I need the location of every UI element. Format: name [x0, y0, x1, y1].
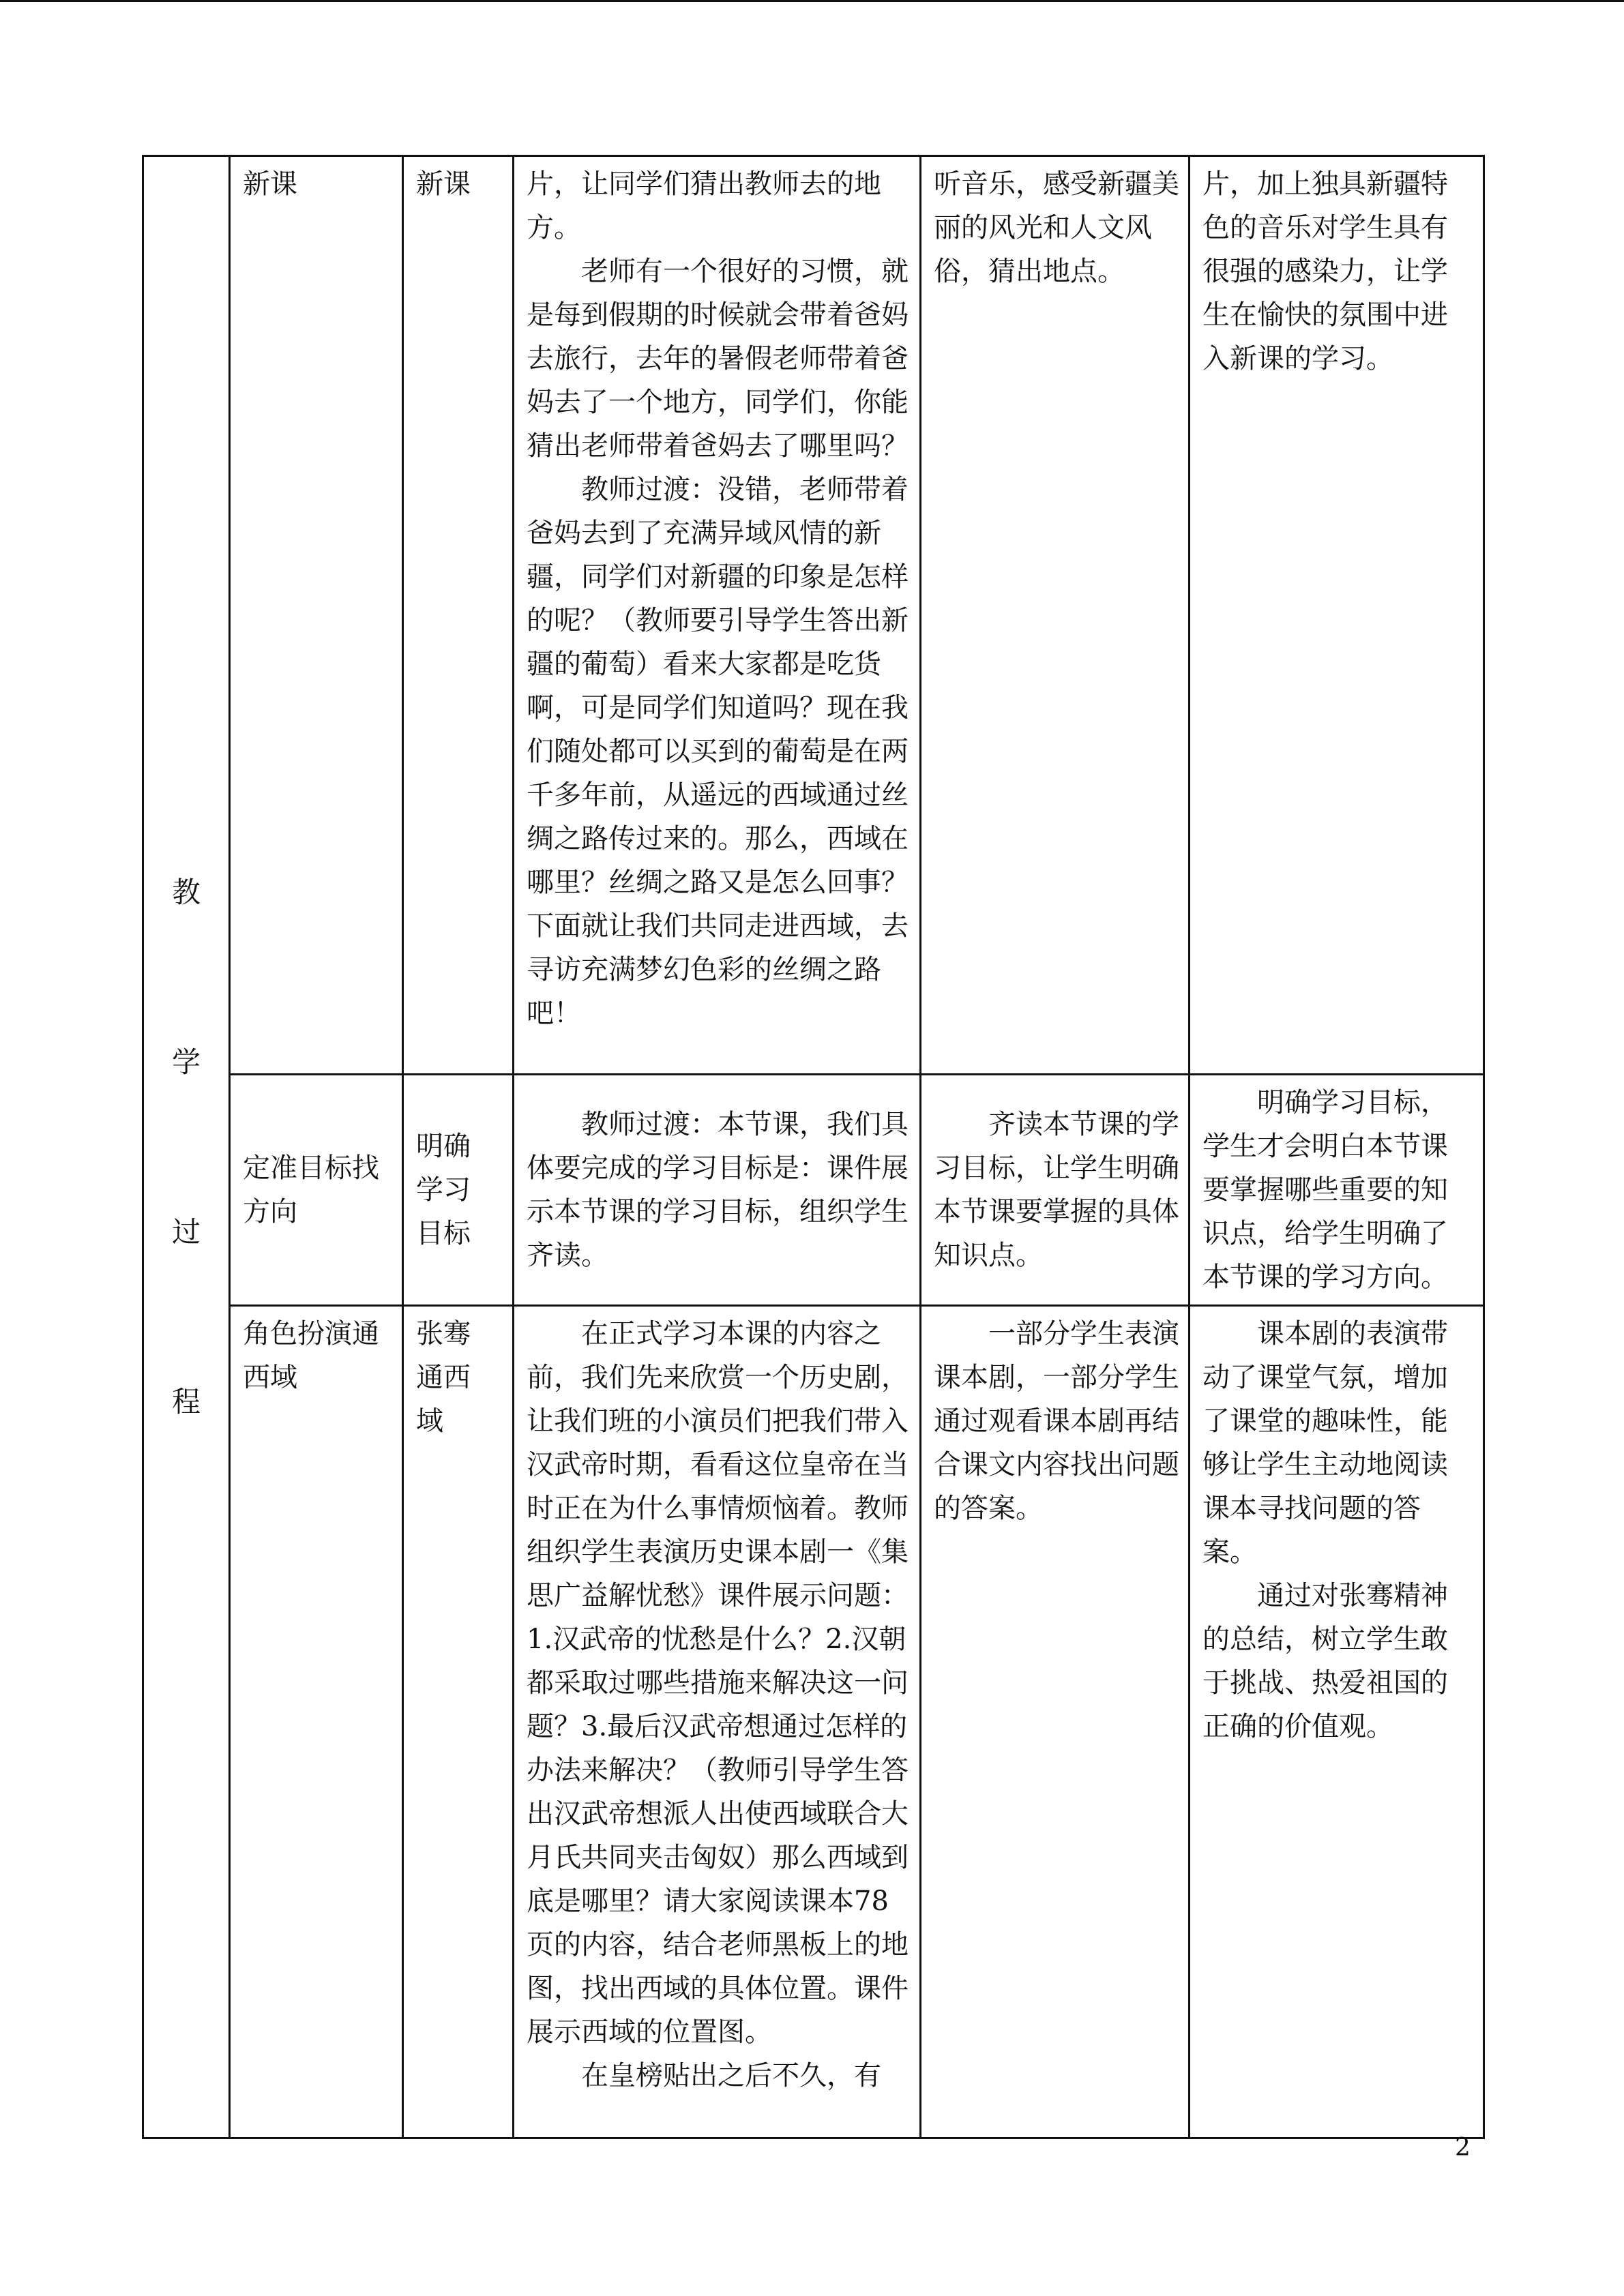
teacher-paragraph: 片，让同学们猜出教师去的地方。 — [527, 168, 881, 243]
topic-text: 目标 — [416, 1218, 471, 1249]
topic-cell — [403, 156, 514, 1075]
student-paragraph: 听音乐，感受新疆美丽的风光和人文风俗，猜出地点。 — [934, 168, 1179, 287]
table-row — [143, 1075, 1484, 1306]
student-activity-cell — [921, 1075, 1190, 1306]
design-intent-cell — [1190, 156, 1484, 1075]
stage-text: 西域 — [243, 1362, 297, 1393]
topic-cell — [403, 1075, 514, 1306]
teacher-paragraph: 老师有一个很好的习惯，就是每到假期的时候就会带着爸妈去旅行，去年的暑假老师带着爸妈去了一个地方，同学们，你能猜出老师带着爸妈去了哪里吗？ — [527, 256, 909, 462]
stage-cell — [230, 156, 403, 1075]
topic-text: 学习 — [416, 1174, 471, 1206]
top-border-line — [0, 0, 1624, 2]
design-intent-cell — [1190, 1075, 1484, 1306]
topic-text: 新课 — [416, 168, 471, 200]
process-label-cell — [143, 156, 230, 2138]
student-activity-cell — [921, 156, 1190, 1075]
stage-text: 新课 — [243, 168, 297, 200]
teacher-paragraph: 教师过渡：没错，老师带着爸妈去到了充满异域风情的新疆，同学们对新疆的印象是怎样的呢？（教师要引导学生答出新疆的葡萄）看来大家都是吃货啊，可是同学们知道吗？现在我们随处都可以买到的葡萄是在两千多年前，从遥远的西域通过丝绸之路传过来的。那么，西域在哪里？丝绸之路又是怎么回事？下面就让我们共同走进西域，去寻访充满梦幻色彩的丝绸之路吧！ — [527, 474, 909, 1029]
table-row — [143, 1306, 1484, 2138]
intent-paragraph: 课本剧的表演带动了课堂气氛，增加了课堂的趣味性，能够让学生主动地阅读课本寻找问题的答案。 — [1202, 1318, 1448, 1568]
teacher-paragraph: 在正式学习本课的内容之前，我们先来欣赏一个历史剧，让我们班的小演员们把我们带入汉武帝时期，看看这位皇帝在当时正在为什么事情烦恼着。教师组织学生表演历史课本剧一《集思广益解忧愁》课件展示问题：1.汉武帝的忧愁是什么？2.汉朝都采取过哪些措施来解决这一问题？3.最后汉武帝想通过怎样的办法来解决？（教师引导学生答出汉武帝想派人出使西域联合大月氏共同夹击匈奴）那么西域到底是哪里？请大家阅读课本78页的内容，结合老师黑板上的地图，找出西域的具体位置。课件展示西域的位置图。 — [527, 1318, 909, 2048]
teacher-paragraph: 教师过渡：本节课，我们具体要完成的学习目标是：课件展示本节课的学习目标，组织学生齐读。 — [527, 1109, 909, 1271]
stage-cell — [230, 1306, 403, 2138]
lesson-plan-table — [142, 155, 1485, 2139]
intent-paragraph: 通过对张骞精神的总结，树立学生敢于挑战、热爱祖国的正确的价值观。 — [1202, 1580, 1448, 1742]
stage-text: 方向 — [243, 1196, 297, 1227]
topic-cell — [403, 1306, 514, 2138]
teacher-paragraph: 在皇榜贴出之后不久，有 — [581, 2060, 881, 2091]
process-label-char: 学 — [171, 1045, 201, 1079]
page-number: 2 — [1455, 2134, 1471, 2162]
teacher-activity-cell — [514, 1306, 921, 2138]
topic-text: 张骞 — [416, 1318, 471, 1350]
table-row — [143, 156, 1484, 1075]
teacher-activity-cell — [514, 1075, 921, 1306]
student-paragraph: 一部分学生表演课本剧，一部分学生通过观看课本剧再结合课文内容找出问题的答案。 — [934, 1318, 1179, 1524]
process-label-char: 过 — [171, 1214, 201, 1249]
stage-text: 角色扮演通 — [243, 1318, 379, 1350]
design-intent-cell — [1190, 1306, 1484, 2138]
intent-paragraph: 片，加上独具新疆特色的音乐对学生具有很强的感染力，让学生在愉快的氛围中进入新课的学习。 — [1202, 168, 1448, 374]
teacher-activity-cell — [514, 156, 921, 1075]
stage-cell — [230, 1075, 403, 1306]
topic-text: 域 — [416, 1405, 443, 1437]
topic-text: 通西 — [416, 1362, 471, 1393]
topic-text: 明确 — [416, 1131, 471, 1162]
process-label-char: 程 — [171, 1384, 201, 1418]
process-label-char: 教 — [171, 875, 201, 909]
student-activity-cell — [921, 1306, 1190, 2138]
student-paragraph: 齐读本节课的学习目标，让学生明确本节课要掌握的具体知识点。 — [934, 1109, 1179, 1271]
intent-paragraph: 明确学习目标，学生才会明白本节课要掌握哪些重要的知识点，给学生明确了本节课的学习方向。 — [1202, 1087, 1448, 1293]
stage-text: 定准目标找 — [243, 1152, 379, 1184]
